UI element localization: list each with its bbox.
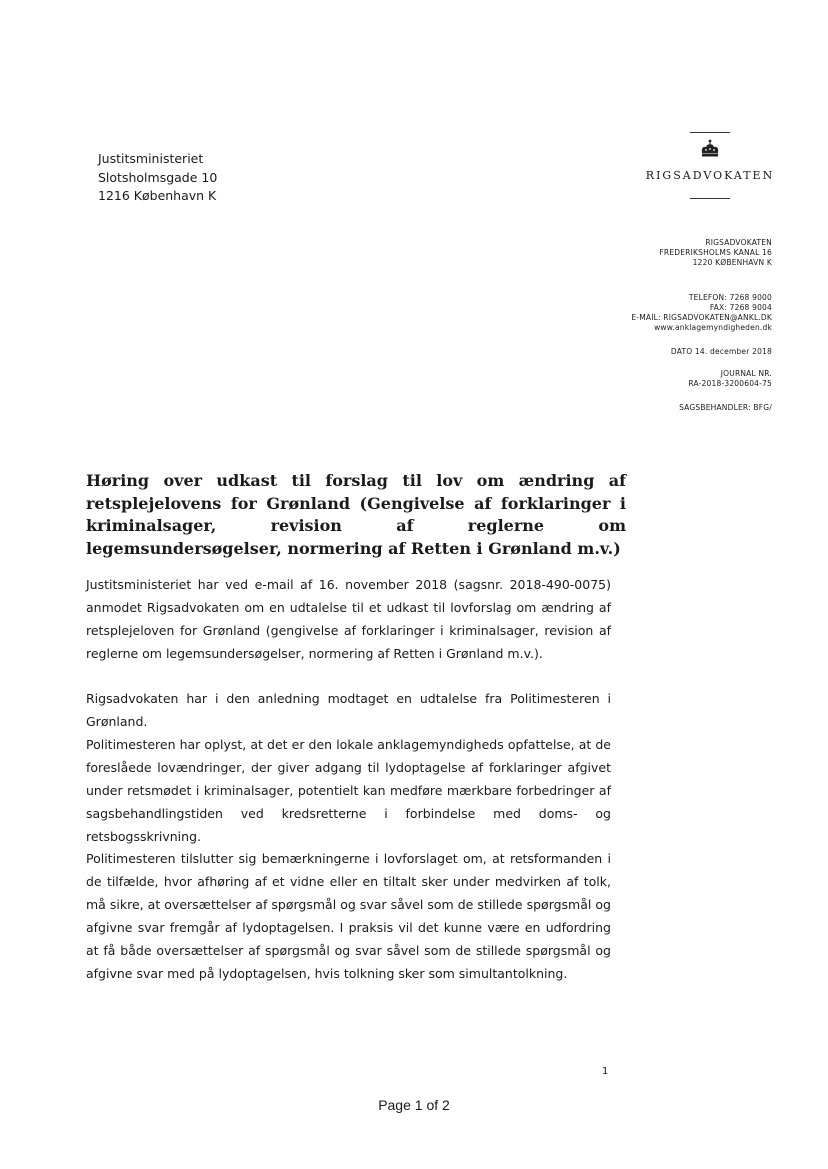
crown-icon bbox=[699, 139, 721, 159]
body-paragraph-3: Politimesteren har oplyst, at det er den lokale anklagemyndigheds opfattelse, at de foreslåede lovændringer, der giver adgang til lydoptagelse af forklaringer afgivet under retsmødet i kriminalsager, potentielt kan medføre mærkbare forbedringer af sagsbehandlingstiden ved kredsretterne i forbindelse med doms- og retsbogsskrivning. bbox=[86, 737, 611, 844]
rigsadvokaten-logo bbox=[640, 132, 780, 199]
letter-date: DATO 14. december 2018 bbox=[670, 347, 772, 356]
logo-top-rule bbox=[690, 132, 730, 133]
sender-address bbox=[659, 238, 772, 268]
journal-info bbox=[688, 369, 772, 389]
journal-number: RA-2018-3200604-75 bbox=[688, 379, 772, 388]
body-paragraph-1: Justitsministeriet har ved e-mail af 16. november 2018 (sagsnr. 2018-490-0075) anmodet Rigsadvokaten om en udtalelse til et udkast til lovforslag om ændring af retsplejeloven for Grønland (gengivelse af forklaringer i kriminalsager, revision af reglerne om legemsundersøgelser, normering af Retten i Grønland m.v.). bbox=[86, 577, 611, 661]
sender-street: FREDERIKSHOLMS KANAL 16 bbox=[659, 248, 772, 257]
case-handler: SAGSBEHANDLER: BFG/ bbox=[679, 403, 772, 412]
recipient-street: Slotsholmsgade 10 bbox=[98, 169, 218, 185]
body-paragraph-2: Rigsadvokaten har i den anledning modtaget en udtalelse fra Politimesteren i Grønland. bbox=[86, 691, 611, 729]
sender-phone: TELEFON: 7268 9000 bbox=[688, 293, 772, 302]
logo-bottom-rule bbox=[690, 198, 730, 199]
sender-city: 1220 KØBENHAVN K bbox=[692, 258, 772, 267]
sender-email: E-MAIL: RIGSADVOKATEN@ANKL.DK bbox=[631, 313, 772, 322]
sender-name: RIGSADVOKATEN bbox=[705, 238, 772, 247]
sender-web: www.anklagemyndigheden.dk bbox=[654, 323, 772, 332]
recipient-name: Justitsministeriet bbox=[98, 151, 204, 166]
sender-fax: FAX: 7268 9004 bbox=[709, 303, 772, 312]
letter-subject: Høring over udkast til forslag til lov om ændring af retsplejelovens for Grønland (Gengivelse af forklaringer i kriminalsager, revision af reglerne om legemsundersøgelser, normering af Retten i Grønland m.v.) bbox=[86, 471, 626, 558]
recipient-address bbox=[98, 150, 217, 206]
body-paragraph-4: Politimesteren tilslutter sig bemærkningerne i lovforslaget om, at retsformanden i de tilfælde, hvor afhøring af et vidne eller en tiltalt sker under medvirken af tolk, må sikre, at oversættelser af spørgsmål og svar såvel som de stillede spørgsmål og afgivne svar fremgår af lydoptagelsen. I praksis vil det kunne være en udfordring at få både oversættelser af spørgsmål og svar såvel som de stillede spørgsmål og afgivne svar med på lydoptagelsen, hvis tolkning sker som simultantolkning. bbox=[86, 851, 611, 981]
recipient-city: 1216 København K bbox=[98, 188, 217, 203]
sender-contact bbox=[631, 293, 772, 333]
page-footer: Page 1 of 2 bbox=[378, 1097, 450, 1113]
page-number: 1 bbox=[602, 1066, 609, 1077]
journal-label: JOURNAL NR. bbox=[720, 369, 772, 378]
logo-text: RIGSADVOKATEN bbox=[645, 169, 775, 182]
